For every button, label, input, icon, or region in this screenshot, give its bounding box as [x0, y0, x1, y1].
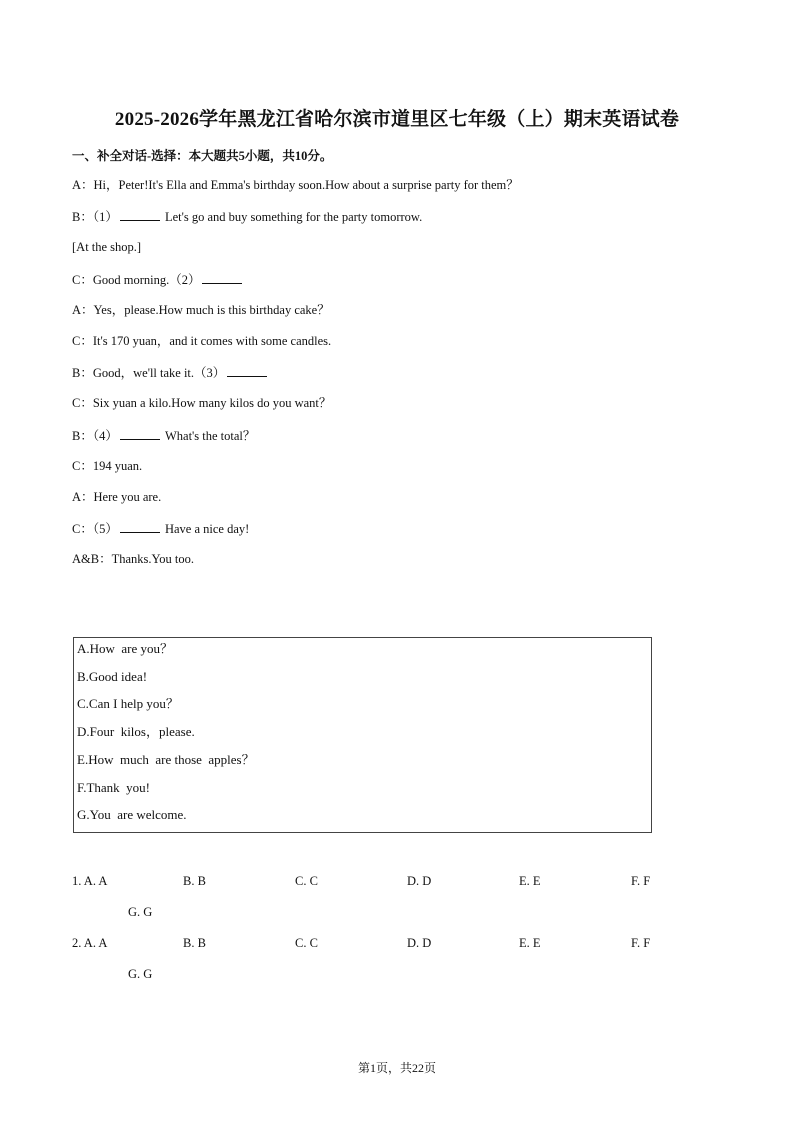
answer-blank	[120, 520, 160, 533]
dialogue-line	[72, 551, 194, 567]
dialogue-text: A：Here you are.	[72, 490, 162, 504]
dialogue-text: What's the total？	[161, 428, 256, 443]
question-choice: F. F	[631, 874, 651, 888]
dialogue-text: C：194 yuan.	[72, 458, 143, 473]
option-item: E.How much are those apples？	[77, 751, 255, 767]
dialogue-line	[72, 271, 244, 288]
dialogue-line	[72, 427, 255, 444]
question-choice: 1. A. A	[72, 874, 108, 888]
question-choice: D. D	[407, 874, 432, 888]
dialogue-line	[72, 458, 142, 474]
option-item: F.Thank you!	[77, 779, 150, 795]
dialogue-line	[72, 395, 331, 411]
question-choice: C. C	[295, 874, 318, 888]
dialogue-line	[72, 177, 519, 193]
dialogue-text: C：It's 170 yuan，and it comes with some candles.	[72, 334, 332, 348]
option-item: G.You are welcome.	[77, 807, 187, 823]
option-item: C.Can I help you？	[77, 696, 179, 712]
dialogue-text: A&B：Thanks.You too.	[72, 552, 195, 567]
question-choice: E. E	[519, 874, 541, 888]
question-choice: E. E	[519, 936, 541, 950]
options-box	[73, 637, 652, 833]
question-choice: B. B	[183, 936, 206, 950]
dialogue-line	[72, 208, 422, 225]
dialogue-text: Let's go and buy something for the party tomorrow.	[161, 210, 423, 225]
dialogue-text: C：Six yuan a kilo.How many kilos do you want？	[72, 396, 332, 411]
dialogue-text: B：（1）	[72, 210, 118, 225]
question-choice: D. D	[407, 936, 432, 950]
answer-blank	[202, 271, 242, 284]
dialogue-line	[72, 302, 330, 318]
dialogue-text: B：（4）	[72, 428, 118, 443]
question-choice: G. G	[128, 905, 153, 919]
dialogue-text: C：（5）	[72, 522, 118, 537]
dialogue-line	[72, 239, 141, 255]
dialogue-line	[72, 520, 249, 537]
answer-blank	[120, 208, 160, 221]
answer-blank	[227, 364, 267, 377]
page-title: 2025-2026学年黑龙江省哈尔滨市道里区七年级（上）期末英语试卷	[114, 109, 680, 130]
page-footer: 第1页，共22页	[357, 1061, 436, 1075]
dialogue-line	[72, 333, 331, 349]
question-choice: G. G	[128, 967, 153, 981]
option-item: D.Four kilos，please.	[77, 724, 195, 740]
question-choice: C. C	[295, 936, 318, 950]
question-choice: 2. A. A	[72, 936, 108, 950]
question-choice: F. F	[631, 936, 651, 950]
section-heading: 一、补全对话-选择：本大题共5小题，共10分。	[72, 149, 333, 163]
dialogue-text: [At the shop.]	[72, 240, 142, 255]
dialogue-line	[72, 489, 161, 505]
answer-blank	[120, 427, 160, 440]
option-item: B.Good idea!	[77, 668, 148, 684]
dialogue-text: A：Hi，Peter!It's Ella and Emma's birthday soon.How about a surprise party for them？	[72, 178, 519, 192]
question-choice: B. B	[183, 874, 206, 888]
dialogue-text: A：Yes，please.How much is this birthday cake？	[72, 302, 330, 317]
dialogue-text: B：Good，we'll take it.（3）	[72, 366, 226, 381]
option-item: A.How are you？	[77, 641, 174, 656]
dialogue-text: C：Good morning.（2）	[72, 272, 201, 287]
dialogue-line	[72, 364, 269, 381]
dialogue-text: Have a nice day!	[161, 522, 250, 537]
